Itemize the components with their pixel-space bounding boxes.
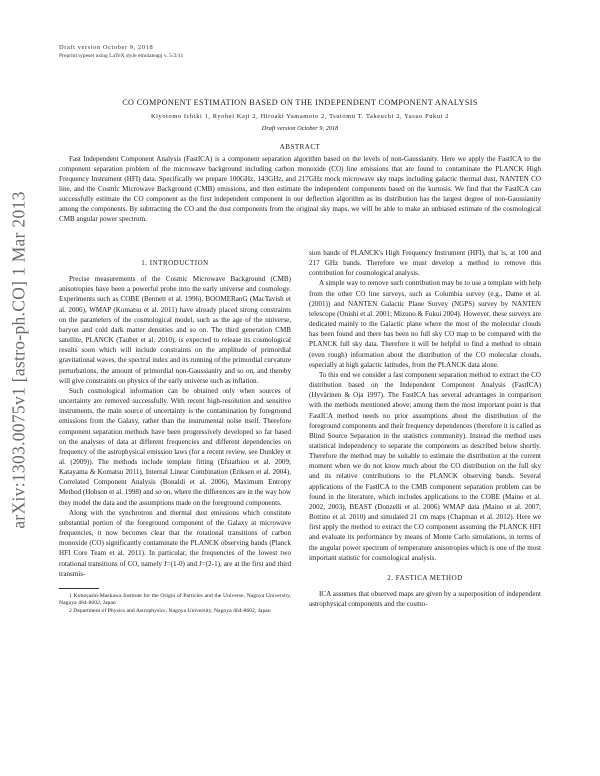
paragraph: A simple way to remove such contribution may be to use a template with help from the other CO line surveys, such as Columbia survey (e.g., Dame et al. (2001)) and NANTEN Galactic Plane Survey (NGPS) survey by NANTEN telescope (Onishi et al. 2001; Mizuno & Fukui 2004). However, these surveys are dedicated mainly to the Galactic plane where the most of the molecular clouds has been found and there has been no full sky CO map to be compared with the PLANCK full sky data. Therefore it will be helpful to find a method to obtain (even rough) information about the distribution of the CO molecular clouds, especially at high galactic latitudes, from the PLANCK data alone. bbox=[309, 279, 541, 369]
paragraph: To this end we consider a fast component separation method to extract the CO distribution based on the Independent Component Analysis (FastICA) (Hyvärinen & Oja 1997). The FastICA has several advantages in comparison with the methods mentioned above; among them the most important point is that FastICA method needs no prior assumptions about the distribution of the foreground components and their frequency dependences (therefore it is called as Blind Source Separation in the statistics community). Instead the method uses statistical independency to separate the components as described below shortly. Therefore the method may be suitable to estimate the distribution at the current moment when we do not know much about the CO distribution on the full sky and its relative contributions to the PLANCK observing bands. Several applications of the FastICA to the CMB component separation problem can be found in the literature, which includes applications to the COBE (Maino et al. 2002, 2003), BEAST (Donzelli et al. 2006) WMAP data (Maino et al. 2007; Bottino et al. 2010) and simulated 21 cm maps (Chapman et al. 2012). Here we first apply the method to extract the CO component assuming the PLANCK HFI and evaluate its performance by means of Monte Carlo simulations, in terms of the angular power spectrum of temperature anisotropies which is one of the most important statistic for cosmological analysis. bbox=[309, 370, 541, 562]
footnote-affiliation-1: 1 Kobayashi-Maskawa Institute for the Origin of Particles and the Universe, Nagoya University, Nagoya 464-8602, Japan bbox=[59, 592, 291, 607]
paragraph: ICA assumes that observed maps are given by a superposition of independent astrophysical components and the cosmo- bbox=[309, 590, 541, 609]
preprint-line: Preprint typeset using LaTeX style emulateapj v. 5/2/11 bbox=[59, 53, 184, 59]
draft-version-line: Draft version October 9, 2018 bbox=[261, 125, 339, 132]
author-list: Kiyotomo Ichiki 1, Ryohei Kaji 2, Hiroaki Yamamoto 2, Tsutomu T. Takeuchi 2, Yasuo Fukui 2 bbox=[150, 113, 450, 120]
paragraph: Precise measurements of the Cosmic Microwave Background (CMB) anisotropies have been a powerful probe into the early universe and cosmology. Experiments such as COBE (Bennett et al. 1996), BOOMERanG (MacTavish et al. 2006), WMAP (Komatsu et al. 2011) have already placed strong constraints on the parameters of the cosmological model, such as the age of the universe, baryon and cold dark matter densities and so on. The third generation CMB satellite, PLANCK (Tauber et al. 2010), is expected to release its cosmological results soon which will include constraints on the amplitude of primordial gravitational waves, the spectral index and its running of the primordial curvature perturbations, the amount of primordial non-Gaussianity and so on, and thereby will give constraints on physics of the early universe such as inflation. bbox=[59, 275, 291, 385]
paragraph: sion bands of PLANCK's High Frequency Instrument (HFI), that is, at 100 and 217 GHz bands. Therefore we must develop a method to remove this contribution for cosmological analysis. bbox=[309, 249, 541, 278]
section-heading-fastica: 2. FASTICA METHOD bbox=[387, 573, 463, 582]
right-column bbox=[309, 248, 541, 609]
arxiv-sidebar bbox=[4, 150, 34, 570]
footnote-affiliation-2: 2 Department of Physics and Astrophysics, Nagoya University, Nagoya 464-8602, Japan bbox=[69, 608, 271, 615]
paragraph: Along with the synchrotron and thermal dust emissions which constitute substantial portion of the foreground component of the Galaxy at microwave frequencies, it now becomes clear that the rotational transitions of carbon monoxide (CO) significantly contaminate the PLANCK observing bands (Planck HFI Core Team et al. 2011). In particular, the frequencies of the lowest two rotational transitions of CO, namely J=(1-0) and J=(2-1), are at the first and third transmis- bbox=[59, 508, 291, 578]
abstract-heading: ABSTRACT bbox=[279, 143, 321, 151]
paper-title: CO COMPONENT ESTIMATION BASED ON THE INDEPENDENT COMPONENT ANALYSIS bbox=[122, 98, 478, 107]
draft-version-header: Draft version October 9, 2018 bbox=[59, 44, 154, 51]
section-heading-introduction: 1. INTRODUCTION bbox=[141, 259, 209, 267]
left-column bbox=[59, 248, 291, 616]
abstract-text: Fast Independent Component Analysis (FastICA) is a component separation algorithm based on the levels of non-Gaussianity. Here we apply the FastICA to the component separation problem of the microwave background including carbon monoxide (CO) line emissions that are found to contaminate the PLANCK High Frequency Instrument (HFI) data. Specifically we prepare 100GHz, 143GHz, and 217GHz mock microwave sky maps including galactic thermal dust, NANTEN CO line, and the Cosmic Microwave Background (CMB) emissions, and then estimate the independent components based on the kurtosis. We find that the FastICA can successfully estimate the CO component as the first independent component in our deflection algorithm as its distribution has the largest degree of non-Gaussianity among the components. By subtracting the CO and the dust components from the original sky maps, we will be able to make an unbiased estimate of the cosmological CMB angular power spectrum. bbox=[59, 155, 541, 224]
arxiv-identifier: arXiv:1303.0075v1 [astro-ph.CO] 1 Mar 2013 bbox=[8, 191, 29, 529]
footnote-divider bbox=[59, 588, 99, 589]
paragraph: Such cosmological information can be obtained only when sources of uncertainty are removed successfully. With recent high-resolution and sensitive instruments, the main source of uncertainty is the contamination by foreground emissions from the Galaxy, rather than the instrumental noise itself. Therefore component separation methods have been progressively developed so far based on the analyses of data at different frequencies and different dependencies on frequency of the astrophysical emission laws (for a recent review, see Dunkley et al. (2009)). The methods include template fitting (Efstathiou et al. 2009; Katayama & Komatsu 2011), Internal Linear Combination (Eriksen et al. 2004), Correlated Component Analysis (Bonaldi et al. 2006), Maximum Entropy Method (Hobson et al. 1998) and so on, where the differences are in the way how they model the data and the assumptions made on the foreground components. bbox=[59, 386, 291, 507]
